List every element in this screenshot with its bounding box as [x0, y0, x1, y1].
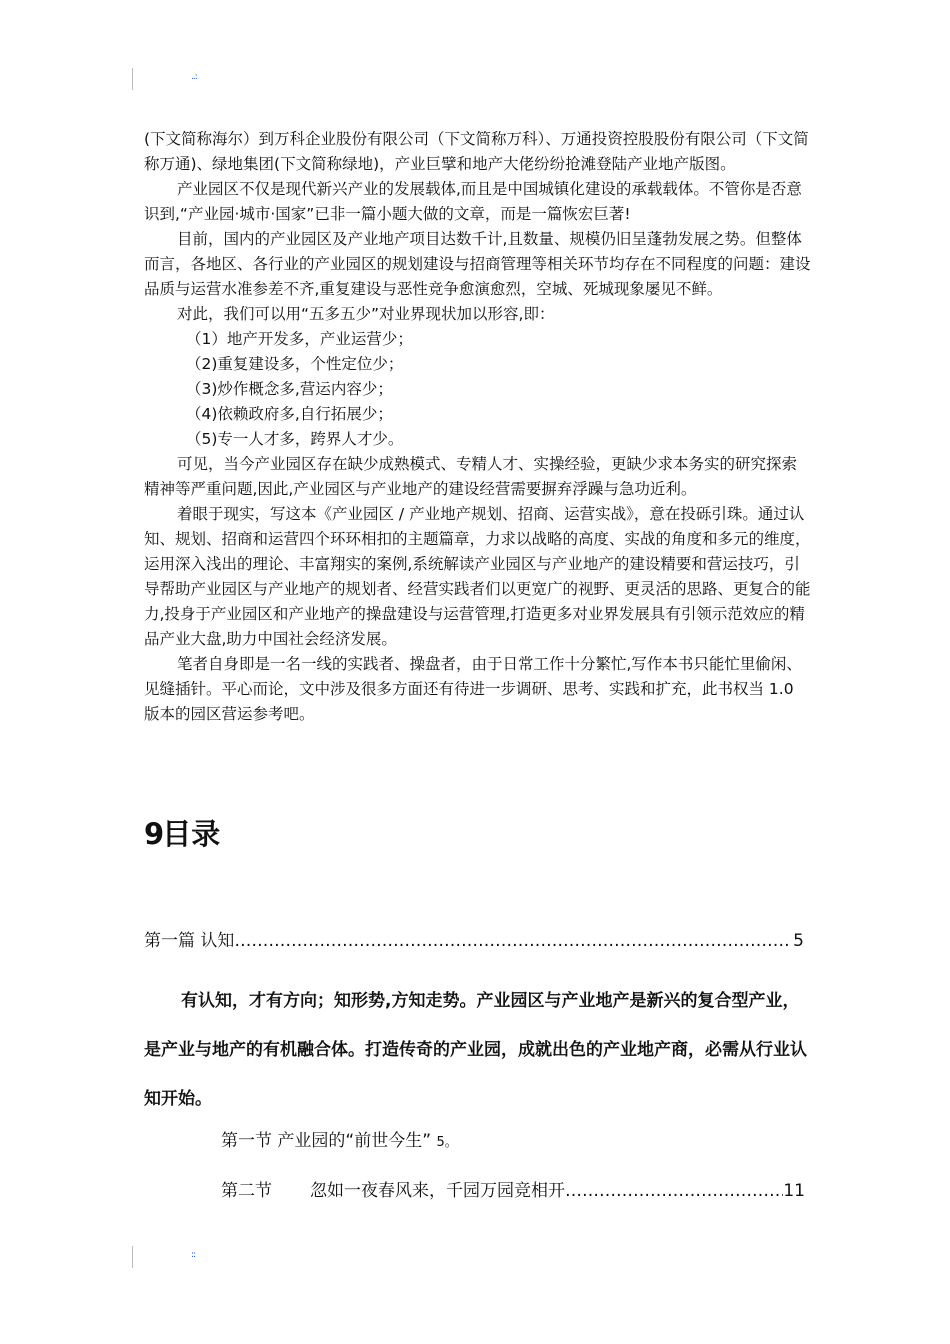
list-item: （3)炒作概念多,营运内容少；: [186, 380, 393, 398]
list-item: （4)依赖政府多,自行拓展少；: [186, 405, 393, 423]
toc-page-number: 5。: [436, 1135, 458, 1150]
paragraph: 产业园区不仅是现代新兴产业的发展载体,而且是中国城镇化建设的承载载体。不管你是否意识到,“产业园·城市·国家”已非一篇小题大做的文章，而是一篇恢宏巨著!: [144, 180, 802, 223]
list-item: （1）地产开发多，产业运营少；: [186, 330, 413, 348]
toc-entry-label: 第一节 产业园的“前世今生”: [221, 1131, 432, 1151]
toc-page-number: 5: [793, 931, 804, 951]
toc-entry-section1[interactable]: [221, 1127, 458, 1157]
footer-mark: ::: [191, 1250, 196, 1260]
toc-heading: [144, 812, 220, 856]
list-item: （5)专一人才多，跨界人才少。: [186, 430, 404, 448]
toc-heading-text: 目录: [162, 817, 221, 851]
page-corner-bottom: [132, 1246, 133, 1268]
paragraph: 对此，我们可以用“五多五少”对业界现状加以形容,即：: [177, 305, 555, 323]
paragraph: 目前，国内的产业园区及产业地产项目达数千计,且数量、规模仍旧呈蓬勃发展之势。但整体而言，各地区、各行业的产业园区的规划建设与招商管理等相关环节均存在不同程度的问题：建设品质与运营水准参差不齐,重复建设与恶性竞争愈演愈烈，空城、死城现象屡见不鲜。: [144, 230, 811, 298]
page-corner-top: [132, 68, 133, 90]
header-mark: ..:: [191, 72, 197, 82]
toc-heading-number: 9: [144, 817, 163, 851]
toc-entry-label: 第一篇 认知: [144, 931, 235, 951]
paragraph: (下文简称海尔）到万科企业股份有限公司（下文简称万科）、万通投资控股股份有限公司（下文简称万通)、绿地集团(下文简称绿地)，产业巨擘和地产大佬纷纷抢滩登陆产业地产版图。: [144, 130, 809, 173]
toc-leader-dots: [234, 927, 791, 955]
toc-leader-dots: [565, 1177, 783, 1205]
body-text: [144, 127, 812, 727]
part-summary: [144, 977, 808, 1124]
toc-entry-part1[interactable]: [144, 927, 804, 955]
toc-page-number: 11: [783, 1181, 805, 1201]
list-item: （2)重复建设多，个性定位少；: [186, 355, 404, 373]
summary-text: 有认知，才有方向；知形势,方知走势。产业园区与产业地产是新兴的复合型产业，是产业与地产的有机融合体。打造传奇的产业园，成就出色的产业地产商，必需从行业认知开始。: [144, 991, 807, 1109]
paragraph: 着眼于现实，写这本《产业园区 / 产业地产规划、招商、运营实战》，意在投砾引珠。通过认知、规划、招商和运营四个环环相扣的主题篇章，力求以战略的高度、实战的角度和多元的维度，运用深入浅出的理论、丰富翔实的案例,系统解读产业园区与产业地产的建设精要和营运技巧，引导帮助产业园区与产业地产的规划者、经营实践者们以更宽广的视野、更灵活的思路、更复合的能力,投身于产业园区和产业地产的操盘建设与运营管理,打造更多对业界发展具有引领示范效应的精品产业大盘,助力中国社会经济发展。: [144, 505, 811, 648]
paragraph: 笔者自身即是一名一线的实践者、操盘者，由于日常工作十分繁忙,写作本书只能忙里偷闲、见缝插针。平心而论，文中涉及很多方面还有待进一步调研、思考、实践和扩充，此书权当 1.0 版本的园区营运参考吧。: [144, 655, 802, 723]
toc-entry-label: 忽如一夜春风来，千园万园竞相开: [310, 1181, 565, 1201]
toc-entry-section2[interactable]: [221, 1177, 805, 1205]
paragraph: 可见，当今产业园区存在缺少成熟模式、专精人才、实操经验，更缺少求本务实的研究探索精神等严重问题,因此,产业园区与产业地产的建设经营需要摒弃浮躁与急功近利。: [144, 455, 798, 498]
toc-section-number: 第二节: [221, 1181, 272, 1201]
